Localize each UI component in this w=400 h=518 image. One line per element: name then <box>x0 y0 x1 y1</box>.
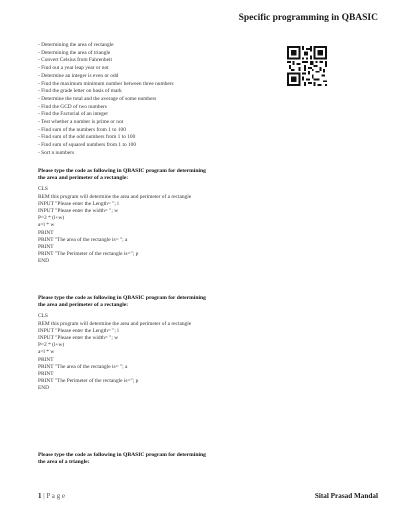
section-heading: Please type the code as following in QBASIC program for determining <box>38 452 206 458</box>
code-block <box>38 186 368 265</box>
code-line: PRINT "The Perimeter of the rectangle is="; p <box>38 378 139 385</box>
topic-item: - Sort n numbers <box>38 149 75 156</box>
code-line: a=l * w <box>38 349 55 356</box>
topic-item: - Determine the total and the average of some numbers <box>38 95 157 102</box>
page-header-title: Specific programming in QBASIC <box>238 13 378 23</box>
topic-item: - Find the Factorial of an integer <box>38 111 109 118</box>
topic-item: - Find the maximum minimum number between three numbers <box>38 80 174 87</box>
code-line: REM this program will determine the area and perimeter of a rectangle <box>38 193 192 200</box>
topic-item: - Find sum of the odd numbers from 1 to 100 <box>38 134 136 141</box>
section-heading: the area of a triangle: <box>38 459 90 466</box>
author-name: Sital Prasad Mandal <box>314 492 378 500</box>
code-line: INPUT "Please enter the width= "; w <box>38 208 119 215</box>
section-heading: the area and perimeter of a rectangle: <box>38 175 129 182</box>
code-line: CLS <box>38 313 48 320</box>
code-line: PRINT "The area of the rectangle is= "; a <box>38 236 128 243</box>
section-heading: Please type the code as following in QBASIC program for determining <box>38 168 206 174</box>
topic-item: - Find sum of squared numbers from 1 to 100 <box>38 142 137 149</box>
code-line: PRINT <box>38 229 54 236</box>
code-line: END <box>38 258 50 265</box>
code-line: END <box>38 385 50 392</box>
section-heading: Please type the code as following in QBASIC program for determining <box>38 295 206 301</box>
topic-list <box>38 42 278 158</box>
code-section-2 <box>38 295 368 393</box>
qr-code-icon <box>287 46 327 86</box>
code-line: REM this program will determine the area and perimeter of a rectangle <box>38 320 192 327</box>
code-line: INPUT "Please enter the Length= "; l <box>38 327 119 334</box>
code-line: INPUT "Please enter the Length= "; l <box>38 200 119 207</box>
topic-item: - Find out a year leap year or not <box>38 65 109 72</box>
page-number-value: 1 <box>38 492 42 500</box>
code-line: PRINT <box>38 371 54 378</box>
code-line: P=2 * (l+w) <box>38 215 65 222</box>
topic-item: - Convert Celsius from Fahrenheit <box>38 57 112 64</box>
code-line: a=l * w <box>38 222 55 229</box>
code-line: CLS <box>38 186 48 193</box>
code-line: PRINT <box>38 244 54 251</box>
topic-item: - Find sum of the numbers from 1 to 100 <box>38 126 126 133</box>
topic-item: - Find the grade letter on basis of mark <box>38 88 122 95</box>
section-heading: the area and perimeter of a rectangle: <box>38 302 129 309</box>
code-line: P=2 * (l+w) <box>38 342 65 349</box>
page-label: P a g e <box>46 492 66 500</box>
page-number: 1 | P a g e <box>38 492 66 500</box>
code-line: PRINT <box>38 356 54 363</box>
code-section-3 <box>38 452 368 466</box>
code-line: PRINT "The area of the rectangle is= "; a <box>38 363 128 370</box>
code-section-1 <box>38 168 368 266</box>
code-block <box>38 313 368 392</box>
topic-item: - Determining the area of triangle <box>38 49 111 56</box>
topic-item: - Determine an integer is even or odd <box>38 72 119 79</box>
topic-item: - Test whether a number is prime or not <box>38 119 124 126</box>
code-line: PRINT "The Perimeter of the rectangle is="; p <box>38 251 139 258</box>
topic-item: - Determining the area of rectangle <box>38 42 114 48</box>
code-line: INPUT "Please enter the width= "; w <box>38 335 119 342</box>
topic-item: - Find the GCD of two numbers <box>38 103 107 110</box>
